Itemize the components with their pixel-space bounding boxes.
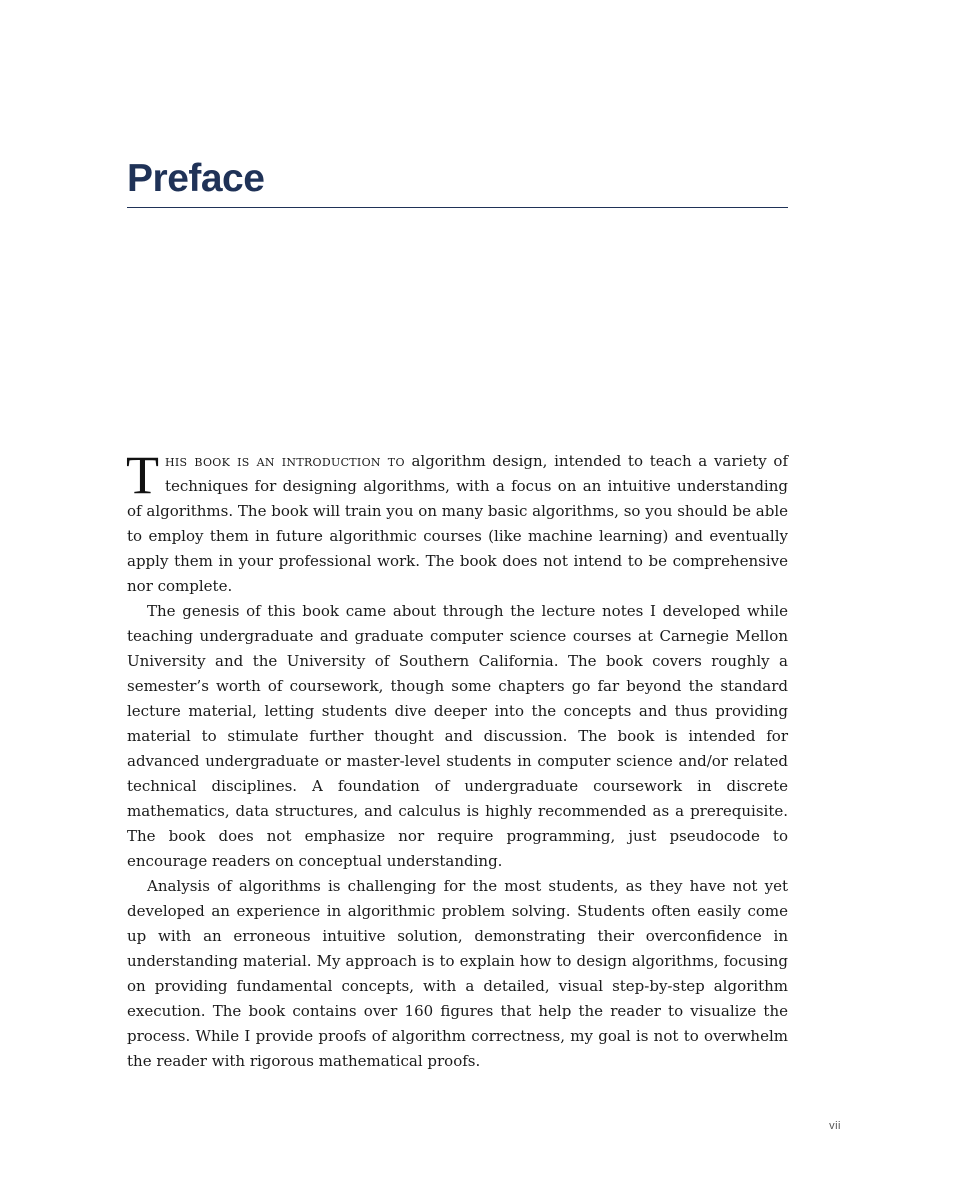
lead-in-small-caps: his book is an introduction to bbox=[165, 452, 405, 470]
title-rule bbox=[127, 207, 788, 208]
page-number: vii bbox=[829, 1120, 841, 1132]
paragraph-1 bbox=[126, 445, 788, 599]
paragraph-2: The genesis of this book came about through the lecture notes I developed while teaching undergraduate and graduate computer science courses at Carnegie Mellon University and the University of Southern California. The book covers roughly a semester’s worth of coursework, though some chapters go far beyond the standard lecture material, letting students dive deeper into the concepts and thus providing material to stimulate further thought and discussion. The book is intended for advanced undergraduate or master-level students in computer science and/or related technical disciplines. A foundation of undergraduate coursework in discrete mathematics, data structures, and calculus is highly recommended as a prerequisite. The book does not emphasize nor require programming, just pseudocode to encourage readers on conceptual understanding. bbox=[127, 602, 788, 870]
paragraph-3: Analysis of algorithms is challenging for the most students, as they have not yet developed an experience in algorithmic problem solving. Students often easily come up with an erroneous intuitive solution, demonstrating their overconfidence in understanding material. My approach is to explain how to design algorithms, focusing on providing fundamental concepts, with a detailed, visual step-by-step algorithm execution. The book contains over 160 figures that help the reader to visualize the process. While I provide proofs of algorithm correctness, my goal is not to overwhelm the reader with rigorous mathematical proofs. bbox=[127, 877, 788, 1070]
preface-body bbox=[126, 445, 788, 1074]
page-title: Preface bbox=[127, 157, 265, 200]
paragraph-1-text: algorithm design, intended to teach a variety of techniques for designing algorithms, with a focus on an intuitive understanding of algorithms. The book will train you on many basic algorithms, so you should be able to employ them in future algorithmic courses (like machine learning) and eventually apply them in your professional work. The book does not intend to be comprehensive nor complete. bbox=[127, 452, 788, 595]
drop-cap: T bbox=[126, 445, 159, 505]
